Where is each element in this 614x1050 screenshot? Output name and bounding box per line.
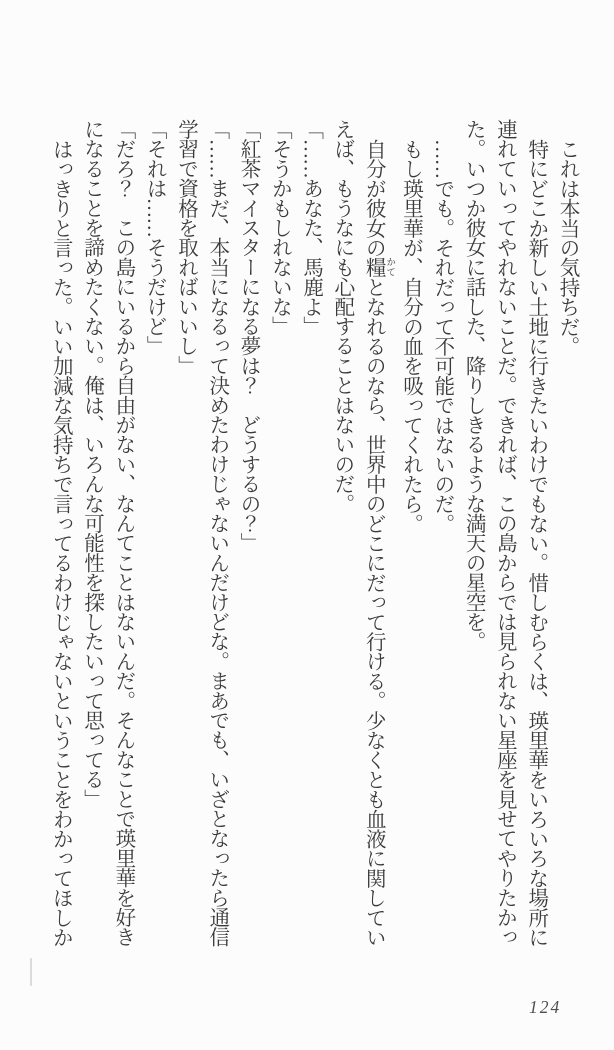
text-line: た。いつか彼女に話した、降りしきるような満天の星空を。 [462,119,485,651]
text-line: になることを諦めたくない。俺は、いろんな可能性を探したいって思ってる」 [80,119,103,809]
text-line: はっきりと言った。いい加減な気持ちで言ってるわけじゃないということをわかってほしか [49,138,72,947]
furigana: 糧 かて [362,256,395,277]
text-line: 「それは……そうだけど」 [143,119,166,356]
text-line: 学習で資格を取ればいいし」 [174,119,197,376]
text-line: えば、もうなにも心配することはないのだ。 [330,119,353,514]
text-line: 自分が彼女の糧 かてとなれるのなら、世界中のどこにだって行ける。少なくとも血液に関してい [362,138,395,947]
text-line: 特にどこか新しい土地に行きたいわけでもない。惜しむらくは、瑛里華をいろいろな場所に [524,138,547,947]
text-line: 「紅茶マイスターになる夢は？ どうするの？」 [237,119,260,553]
text-line: 連れていってやれないことだ。できれば、この島からでは見られない星座を見せてやりたかっ [493,119,516,947]
text-line: 「そうかもしれないな」 [268,119,291,336]
text-line: 「……まだ、本当になるって決めたわけじゃないんだけどな。まあでも、いざとなったら通信 [205,119,228,947]
page-number: 124 [529,997,562,1017]
text-line: これは本当の気持ちだ。 [556,138,578,356]
scan-artifact [30,958,32,986]
text-line: ……でも。それだって不可能ではないのだ。 [430,138,453,533]
text-line: 「……あなた、馬鹿よ」 [299,119,322,336]
text-line: もし瑛里華が、自分の血を吸ってくれたら。 [399,138,422,533]
text-line: 「だろ？ この島にいるから自由がない、なんてことはないんだ。そんなことで瑛里華を好き [111,119,134,947]
vertical-text-block [46,119,582,969]
